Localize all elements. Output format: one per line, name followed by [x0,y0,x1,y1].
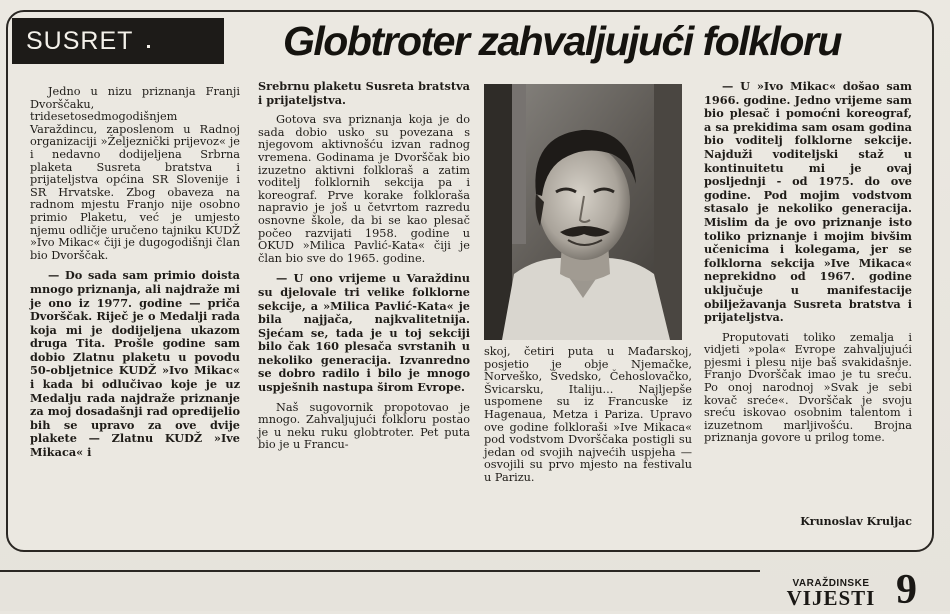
quote-text: — Do sada sam primio doista mnogo priznanja, ali najdraže mi je ono iz 1977. godine — priča Dvorščak. Riječ je o Medalji rada koja mi je dodijeljena ukazom druga Tita. Prošle godine sam dobio Zlatnu plaketu u povodu 50-obljetnice KUDŽ »Ivo Mikac« i kada bi odlučivao koje je uz Medalju rada najdraže priznanje za moj dosadašnji rad opredijelio bih se upravo za ove dvije plakete — Zlatnu KUDŽ »Ive Mikaca« i [30,268,240,460]
text-column-3 [484,346,692,492]
text-column-4 [704,80,912,452]
masthead-bottom: VIJESTI [786,586,876,610]
paragraph: Jedno u nizu priznanja Franji Dvorščaku, tridesetosedmogodišnjem Varaždincu, zaposlenom u Radnoj organizaciji »Željeznički prijevoz« je i nedavno dodijeljena Srbrna plaketa Susreta bratstva i prijateljstva općina SR Slovenije i SR Hrvatske. Zbog obaveza na radnom mjestu Franjo nije osobno primio Plaketu, već je umjesto njemu odličje uručeno tajniku KUDŽ »Ivo Mikac« čiji je dugogodišnji član bio Dvorščak. [30,85,240,262]
paragraph: Naš sugovornik propotovao je mnogo. Zahvaljujući folkloru postao je u neku ruku globtroter. Pet puta bio je u Francu- [258,400,470,452]
portrait-photo [484,84,682,340]
quote-text: Srebrnu plaketu Susreta bratstva i prijateljstva. [258,79,470,107]
quote-text: — U »Ivo Mikac« došao sam 1966. godine. Jedno vrijeme sam bio plesač i pomoćni koreograf, a sa prekidima sam osam godina bio voditelj folklorne sekcije. Najduži voditeljski staž u kontinuitetu mi je ovaj posljednji - od 1975. do ove godine. Pod mojim vodstvom stasalo je nekoliko generacija. Mislim da je ovo priznanje isto toliko priznanje i mojim bivšim učenicima i kolegama, jer se folklorna sekcija »Ive Mikaca« neprekidno od 1967. godine uključuje u manifestacije obilježavanja Susreta bratstva i prijateljstva. [704,79,912,325]
portrait-illustration [484,84,682,340]
article-headline: Globtroter zahvaljujući folkloru [283,18,841,64]
masthead-top: VARAŽDINSKE [792,578,870,589]
text-column-1 [30,86,240,467]
section-label [12,18,224,64]
paragraph-bold [704,80,912,325]
author-byline: Krunoslav Kruljac [800,515,912,528]
quote-text: — U ono vrijeme u Varaždinu su djelovale tri velike folklorne sekcije, a »Milica Pavlić-Kata« je bila najjača, najkvalitetnija. Sjećam se, tada je u toj sekciji bilo čak 160 plesača svrstanih u nekoliko generacija. Izvanredno se dobro radilo i bilo je mnogo uspješnih nastupa širom Evrope. [258,271,470,395]
page-divider [0,570,760,572]
paragraph: skoj, četiri puta u Mađarskoj, posjetio je obje Njemačke, Norveško, Švedsko, Čehoslovačko, Švicarsku, Italiju... Najljepše uspomene su iz Francuske iz Hagenaua, Metza i Pariza. Upravo ove godine folkloraši »Ive Mikaca« pod vodstvom Dvorščaka postigli su jedan od svojih najvećih uspjeha — osvojili su prvo mjesto na festivalu u Parizu. [484,345,692,484]
newspaper-masthead [772,578,890,608]
paragraph-bold [30,269,240,459]
section-dot [147,45,150,48]
paragraph: Proputovati toliko zemalja i vidjeti »pola« Evrope zahvaljujući pjesmi i plesu nije baš svakidašnje. Franjo Dvorščak imao je tu sreću. Po onoj narodnoj »Svak je sebi kovač sreće«. Dvorščak je svoju sreću iskovao osobnim talentom i izuzetnom marljivošću. Brojna priznanja govore u prilog tome. [704,330,912,445]
paragraph: Gotova sva priznanja koja je do sada dobio usko su povezana s njegovom aktivnošću izvan radnog vremena. Godinama je Dvorščak bio izuzetno aktivni folkloraš a zatim voditelj folklornih sekcija pa i koreograf. Prve korake folkloraša napravio je još u četvrtom razredu osnovne škole, da bi se kao plesač počeo razvijati 1958. godine u OKUD »Milica Pavlić-Kata« čiji je član bio sve do 1965. godine. [258,113,470,265]
text-column-2 [258,80,470,459]
paragraph-bold [258,272,470,394]
page-number: 9 [896,567,917,613]
paragraph-bold [258,80,470,107]
section-label-text: SUSRET [26,26,134,55]
